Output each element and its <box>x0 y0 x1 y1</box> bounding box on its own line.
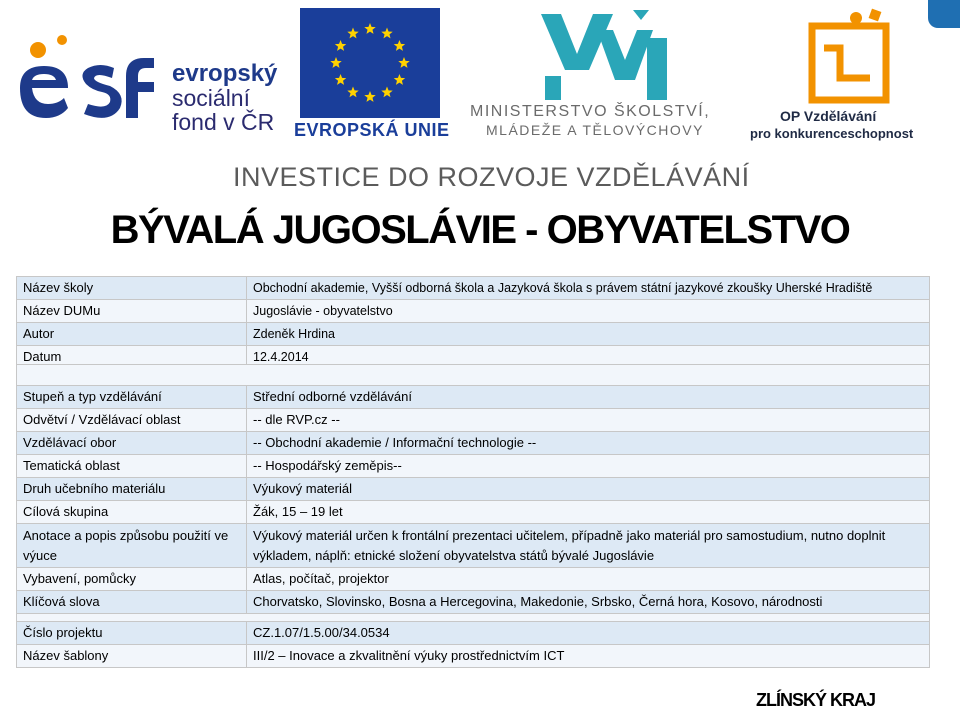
eu-flag-icon <box>300 8 440 118</box>
row-value: 12.4.2014 <box>247 346 930 369</box>
op-logo-icon <box>800 8 900 108</box>
page-title: BÝVALÁ JUGOSLÁVIE - OBYVATELSTVO <box>110 208 850 252</box>
row-value: Výukový materiál <box>247 478 930 501</box>
table-row <box>17 568 930 591</box>
msmt-logo-icon <box>537 8 672 103</box>
row-label: Název DUMu <box>17 300 247 323</box>
row-value: -- Obchodní akademie / Informační technologie -- <box>247 432 930 455</box>
table-row <box>17 277 930 300</box>
row-value: CZ.1.07/1.5.00/34.0534 <box>247 622 930 645</box>
row-label: Cílová skupina <box>17 501 247 524</box>
row-value: -- Hospodářský zeměpis-- <box>247 455 930 478</box>
row-label: Název školy <box>17 277 247 300</box>
table-row <box>17 591 930 614</box>
row-label: Vzdělávací obor <box>17 432 247 455</box>
table-row <box>17 300 930 323</box>
msmt-line-2: MLÁDEŽE A TĚLOVÝCHOVY <box>486 122 704 138</box>
row-label: Datum <box>17 346 247 369</box>
school-info-table <box>16 276 930 369</box>
table-row <box>17 323 930 346</box>
table-row <box>17 524 930 568</box>
op-badge <box>928 0 960 28</box>
table-row <box>17 386 930 409</box>
row-value: Chorvatsko, Slovinsko, Bosna a Hercegovina, Makedonie, Srbsko, Černá hora, Kosovo, národnosti <box>247 591 930 614</box>
row-label: Číslo projektu <box>17 622 247 645</box>
row-value: Atlas, počítač, projektor <box>247 568 930 591</box>
spacer-row <box>16 364 930 387</box>
row-value: -- dle RVP.cz -- <box>247 409 930 432</box>
row-label: Druh učebního materiálu <box>17 478 247 501</box>
zlinsky-kraj-logo: ZLÍNSKÝ KRAJ <box>756 690 876 710</box>
row-label: Tematická oblast <box>17 455 247 478</box>
empty-cell <box>17 365 930 387</box>
row-label: Klíčová slova <box>17 591 247 614</box>
row-label: Název šablony <box>17 645 247 668</box>
op-line-2: pro konkurenceschopnost <box>750 126 914 141</box>
op-line-1: OP Vzdělávání <box>780 108 877 124</box>
row-label: Autor <box>17 323 247 346</box>
project-info-table <box>16 621 930 668</box>
row-value: Střední odborné vzdělávání <box>247 386 930 409</box>
table-row <box>17 645 930 668</box>
slogan: INVESTICE DO ROZVOJE VZDĚLÁVÁNÍ <box>233 162 750 192</box>
esf-line-1: evropský <box>172 60 278 87</box>
row-value: III/2 – Inovace a zkvalitnění výuky prostřednictvím ICT <box>247 645 930 668</box>
esf-line-3: fond v ČR <box>172 109 275 135</box>
logo-band <box>0 0 960 150</box>
row-label: Anotace a popis způsobu použití ve výuce <box>17 524 247 568</box>
esf-logo-icon <box>14 28 164 138</box>
row-value: Žák, 15 – 19 let <box>247 501 930 524</box>
msmt-line-1: MINISTERSTVO ŠKOLSTVÍ, <box>470 103 711 120</box>
table-row <box>17 455 930 478</box>
table-row <box>17 432 930 455</box>
table-row <box>17 501 930 524</box>
table-row <box>17 622 930 645</box>
eu-label: EVROPSKÁ UNIE <box>294 120 450 140</box>
row-value: Zdeněk Hrdina <box>247 323 930 346</box>
esf-logo-text <box>172 62 277 134</box>
row-label: Stupeň a typ vzdělávání <box>17 386 247 409</box>
row-value: Jugoslávie - obyvatelstvo <box>247 300 930 323</box>
row-label: Odvětví / Vzdělávací oblast <box>17 409 247 432</box>
row-value: Obchodní akademie, Vyšší odborná škola a Jazyková škola s právem státní jazykové zkoušky Uherské Hradiště <box>247 277 930 300</box>
material-info-table <box>16 385 930 636</box>
table-row <box>17 478 930 501</box>
row-value: Výukový materiál určen k frontální prezentaci učitelem, případně jako materiál pro samostudium, nutno doplnit výkladem, náplň: etnické složení obyvatelstva států bývalé Jugoslávie <box>247 524 930 568</box>
table-row <box>17 409 930 432</box>
esf-line-2: sociální <box>172 85 250 111</box>
row-label: Vybavení, pomůcky <box>17 568 247 591</box>
